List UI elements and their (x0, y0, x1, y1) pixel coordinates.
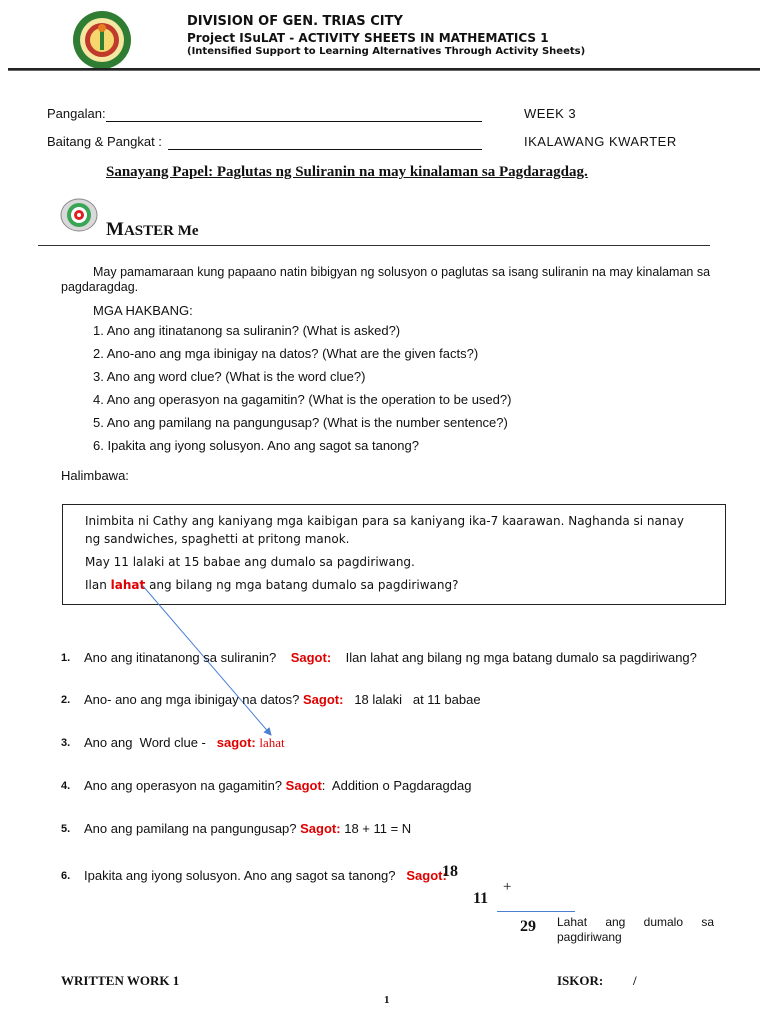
project-subtitle: (Intensified Support to Learning Alternatives Through Activity Sheets) (187, 46, 586, 57)
sum-line (497, 911, 575, 912)
question-text: Ano ang itinatanong sa suliranin? (84, 650, 277, 665)
answer-row-1 (84, 650, 697, 665)
answer-row-4 (84, 778, 471, 793)
keyword-highlight: lahat (110, 578, 146, 592)
answer-label: sagot: (216, 735, 256, 750)
page-number: 1 (384, 994, 390, 1006)
division-name: DIVISION OF GEN. TRIAS CITY (187, 14, 403, 29)
addend-top: 18 (442, 863, 458, 880)
question-text: Ano- ano ang mga ibinigay na datos? (84, 692, 300, 707)
question-text: Ano ang pamilang na pangungusap? (84, 821, 297, 836)
answer-number: 5. (61, 823, 71, 835)
list-item: 3. Ano ang word clue? (What is the word clue?) (93, 369, 366, 384)
answer-number: 4. (61, 780, 71, 792)
section-heading-cap: M (106, 219, 124, 240)
answer-text: Ilan lahat ang bilang ng mga batang dumalo sa pagdiriwang? (345, 650, 697, 665)
section-heading-rest: ASTER Me (123, 223, 199, 239)
example-line-2: ng sandwiches, spaghetti at pritong manok. (85, 532, 350, 546)
answer-label: Sagot: (290, 650, 332, 665)
list-item: 1. Ano ang itinatanong sa suliranin? (What is asked?) (93, 323, 401, 338)
score-slash: / (633, 973, 637, 988)
answer-label: Sagot: (303, 692, 344, 707)
steps-label: MGA HAKBANG: (93, 303, 193, 318)
answer-text: 18 + 11 = N (344, 821, 412, 836)
answer-number: 1. (61, 652, 71, 664)
list-item: 6. Ipakita ang iyong solusyon. Ano ang sagot sa tanong? (93, 438, 419, 453)
worksheet-title: Sanayang Papel: Paglutas ng Suliranin na may kinalaman sa Pagdaragdag. (106, 164, 588, 180)
answer-text: 18 lalaki at 11 babae (354, 692, 481, 707)
example-line-4-start: Ilan (85, 578, 111, 592)
answer-label: Sagot: (300, 821, 341, 836)
question-text: Ano ang Word clue - (84, 735, 206, 750)
answer-row-5 (84, 821, 411, 836)
example-line-1: Inimbita ni Cathy ang kaniyang mga kaibigan para sa kaniyang ika-7 kaarawan. Naghanda si nanay (85, 514, 684, 528)
answer-label: Sagot (285, 778, 322, 793)
project-name: Project ISuLAT - ACTIVITY SHEETS IN MATHEMATICS 1 (187, 31, 549, 45)
list-item: 5. Ano ang pamilang na pangungusap? (What is the number sentence?) (93, 415, 508, 430)
answer-text: lahat (259, 735, 285, 750)
name-label: Pangalan: (47, 106, 106, 121)
question-text: Ipakita ang iyong solusyon. Ano ang sagot sa tanong? (84, 868, 396, 883)
sum-value: 29 (520, 918, 536, 935)
week-label: WEEK 3 (524, 106, 577, 121)
question-text: Ano ang operasyon na gagamitin? (84, 778, 283, 793)
list-item: 2. Ano-ano ang mga ibinigay na datos? (What are the given facts?) (93, 346, 479, 361)
example-line-4-end: ang bilang ng mga batang dumalo sa pagdiriwang? (145, 578, 459, 592)
list-item: 4. Ano ang operasyon na gagamitin? (What is the operation to be used?) (93, 392, 512, 407)
grade-section-label: Baitang & Pangkat : (47, 134, 162, 149)
answer-number: 6. (61, 870, 71, 882)
answer-row-2 (84, 692, 481, 707)
addend-bottom: 11 (473, 890, 489, 907)
answer-text: : Addition o Pagdaragdag (321, 778, 472, 793)
intro-paragraph: May pamamaraan kung papaano natin bibigyan ng solusyon o paglutas sa isang suliranin na may kinalaman sa pagdaragdag. (61, 265, 711, 294)
answer-row-6 (84, 868, 447, 883)
written-work-label: WRITTEN WORK 1 (61, 973, 180, 988)
quarter-label: IKALAWANG KWARTER (524, 134, 677, 149)
answer-label: Sagot: (406, 868, 447, 883)
answer-row-3 (84, 735, 285, 751)
answer-number: 3. (61, 737, 71, 749)
plus-sign: + (503, 879, 512, 895)
example-label: Halimbawa: (61, 468, 129, 483)
answer-number: 2. (61, 694, 71, 706)
score-label: ISKOR: (557, 973, 604, 988)
sum-note: Lahat ang dumalo sa pagdiriwang (557, 915, 714, 944)
example-line-3: May 11 lalaki at 15 babae ang dumalo sa pagdiriwang. (85, 555, 415, 569)
